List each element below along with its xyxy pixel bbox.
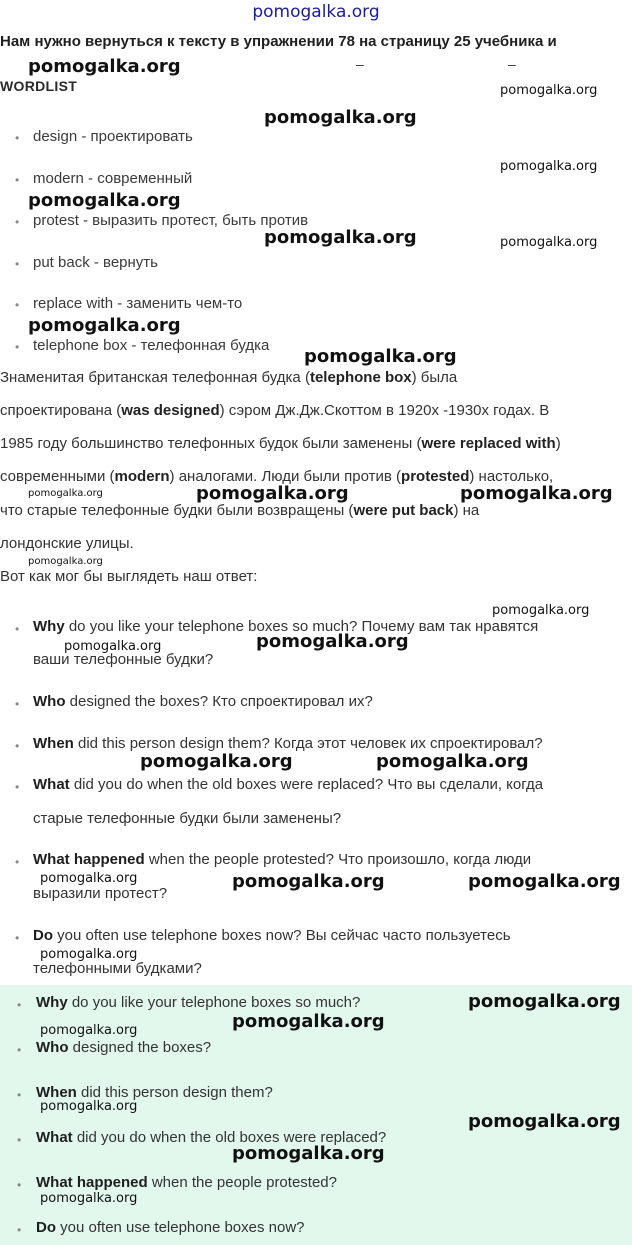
- watermark: pomogalka.org: [28, 56, 181, 77]
- paragraph-line: [0, 369, 457, 386]
- question-keyword: Why: [33, 618, 65, 635]
- question-keyword: What: [36, 1129, 73, 1146]
- question-line: [33, 851, 531, 868]
- watermark: pomogalka.org: [500, 83, 598, 98]
- wordlist-item: telephone box - телефонная будка: [33, 337, 270, 354]
- watermark: pomogalka.org: [40, 871, 138, 886]
- question-english: you often use telephone boxes now?: [56, 1219, 305, 1236]
- answer-line: [36, 994, 360, 1011]
- question-russian: Кто спроектировал их?: [208, 693, 373, 710]
- text-run: Знаменитая британская телефонная будка (: [0, 369, 310, 386]
- bold-term: were replaced with: [421, 435, 556, 452]
- watermark: pomogalka.org: [264, 227, 417, 248]
- bullet-icon: •: [15, 173, 20, 187]
- bullet-icon: •: [15, 780, 20, 794]
- watermark: pomogalka.org: [64, 639, 162, 654]
- text-run: спроектирована (: [0, 402, 122, 419]
- watermark: pomogalka.org: [468, 1111, 621, 1132]
- question-line: телефонными будками?: [33, 960, 202, 977]
- question-keyword: When: [33, 735, 74, 752]
- watermark: pomogalka.org: [492, 603, 590, 618]
- bold-term: protested: [401, 468, 470, 485]
- question-english: designed the boxes?: [65, 693, 209, 710]
- site-title[interactable]: pomogalka.org: [252, 2, 380, 22]
- bullet-icon: •: [17, 1133, 22, 1147]
- answer-intro: Вот как мог бы выглядеть наш ответ:: [0, 568, 258, 585]
- answer-line: [36, 1219, 305, 1236]
- bullet-icon: •: [17, 1178, 22, 1192]
- question-line: [33, 776, 543, 793]
- question-english: you often use telephone boxes now?: [53, 927, 302, 944]
- watermark: pomogalka.org: [468, 991, 621, 1012]
- watermark: pomogalka.org: [196, 483, 349, 504]
- wordlist-item: replace with - заменить чем-то: [33, 295, 243, 312]
- question-keyword: Why: [36, 994, 68, 1011]
- question-keyword: What happened: [36, 1174, 148, 1191]
- question-english: did this person design them?: [73, 735, 270, 752]
- watermark: pomogalka.org: [500, 159, 598, 174]
- watermark: pomogalka.org: [264, 107, 417, 128]
- question-line: [33, 735, 543, 752]
- watermark: pomogalka.org: [28, 488, 103, 499]
- question-english: do you like your telephone boxes so much?: [64, 618, 358, 635]
- question-keyword: What: [33, 776, 70, 793]
- text-run: что старые телефонные будки были возвращены (: [0, 502, 354, 519]
- wordlist-heading: WORDLIST: [0, 78, 78, 94]
- bold-term: modern: [114, 468, 170, 485]
- question-russian: Когда этот человек их спроектировал?: [269, 735, 543, 752]
- wordlist-item: design - проектировать: [33, 128, 193, 145]
- question-english: when the people protested?: [147, 1174, 337, 1191]
- question-russian: Что произошло, когда люди: [333, 851, 532, 868]
- watermark: pomogalka.org: [232, 1143, 385, 1164]
- watermark: pomogalka.org: [304, 346, 457, 367]
- question-line: [33, 927, 511, 944]
- bullet-icon: •: [15, 215, 20, 229]
- wordlist-item: put back - вернуть: [33, 254, 158, 271]
- question-english: do you like your telephone boxes so much?: [67, 994, 361, 1011]
- text-run: 1985 году большинство телефонных будок были заменены (: [0, 435, 422, 452]
- question-keyword: Who: [36, 1039, 69, 1056]
- watermark: pomogalka.org: [28, 556, 103, 567]
- bullet-icon: •: [15, 298, 20, 312]
- question-english: designed the boxes?: [68, 1039, 212, 1056]
- bold-term: was designed: [121, 402, 220, 419]
- paragraph-line: лондонские улицы.: [0, 535, 134, 552]
- question-english: did you do when the old boxes were replaced?: [69, 776, 384, 793]
- intro-text: Нам нужно вернуться к тексту в упражнении 78 на страницу 25 учебника и: [0, 33, 557, 50]
- text-run: ) сэром Дж.Дж.Скоттом в 1920х -1930х годах. В: [219, 402, 550, 419]
- text-run: ) аналогами. Люди были против (: [169, 468, 402, 485]
- bullet-icon: •: [15, 697, 20, 711]
- text-run: современными (: [0, 468, 115, 485]
- watermark: pomogalka.org: [40, 1191, 138, 1206]
- question-keyword: When: [36, 1084, 77, 1101]
- question-line: [33, 693, 373, 710]
- bullet-icon: •: [15, 622, 20, 636]
- question-keyword: Do: [33, 927, 53, 944]
- question-line: старые телефонные будки были заменены?: [33, 810, 342, 827]
- bullet-icon: •: [15, 257, 20, 271]
- bullet-icon: •: [15, 931, 20, 945]
- bold-term: telephone box: [309, 369, 412, 386]
- watermark: pomogalka.org: [232, 1011, 385, 1032]
- bullet-icon: •: [15, 131, 20, 145]
- watermark: pomogalka.org: [468, 871, 621, 892]
- dash-mark: –: [508, 56, 516, 72]
- bullet-icon: •: [15, 340, 20, 354]
- bold-term: were put back: [353, 502, 454, 519]
- watermark: pomogalka.org: [140, 751, 293, 772]
- question-russian: Почему вам так нравятся: [357, 618, 539, 635]
- watermark: pomogalka.org: [40, 1099, 138, 1114]
- watermark: pomogalka.org: [256, 631, 409, 652]
- bullet-icon: •: [15, 855, 20, 869]
- text-run: ) на: [453, 502, 480, 519]
- wordlist-item: modern - современный: [33, 170, 193, 187]
- bullet-icon: •: [17, 1223, 22, 1237]
- question-russian: Что вы сделали, когда: [383, 776, 544, 793]
- answer-line: [36, 1039, 211, 1056]
- dash-mark: –: [356, 56, 364, 72]
- answer-line: [36, 1174, 337, 1191]
- question-line: ваши телефонные будки?: [33, 651, 214, 668]
- paragraph-line: [0, 502, 479, 519]
- text-run: ) настолько,: [469, 468, 554, 485]
- question-line: выразили протест?: [33, 885, 168, 902]
- question-keyword: Who: [33, 693, 66, 710]
- bullet-icon: •: [15, 739, 20, 753]
- bullet-icon: •: [17, 1043, 22, 1057]
- question-russian: Вы сейчас часто пользуетесь: [301, 927, 511, 944]
- question-english: did this person design them?: [76, 1084, 273, 1101]
- watermark: pomogalka.org: [500, 235, 598, 250]
- watermark: pomogalka.org: [232, 871, 385, 892]
- bullet-icon: •: [17, 1088, 22, 1102]
- text-run: ) была: [411, 369, 458, 386]
- paragraph-line: [0, 402, 549, 419]
- question-keyword: What happened: [33, 851, 145, 868]
- watermark: pomogalka.org: [40, 1023, 138, 1038]
- question-keyword: Do: [36, 1219, 56, 1236]
- question-english: did you do when the old boxes were replaced?: [72, 1129, 387, 1146]
- watermark: pomogalka.org: [28, 190, 181, 211]
- bullet-icon: •: [17, 998, 22, 1012]
- text-run: ): [555, 435, 561, 452]
- watermark: pomogalka.org: [460, 483, 613, 504]
- watermark: pomogalka.org: [28, 315, 181, 336]
- watermark: pomogalka.org: [376, 751, 529, 772]
- watermark: pomogalka.org: [40, 947, 138, 962]
- paragraph-line: [0, 435, 561, 452]
- wordlist-item: protest - выразить протест, быть против: [33, 212, 309, 229]
- question-english: when the people protested?: [144, 851, 334, 868]
